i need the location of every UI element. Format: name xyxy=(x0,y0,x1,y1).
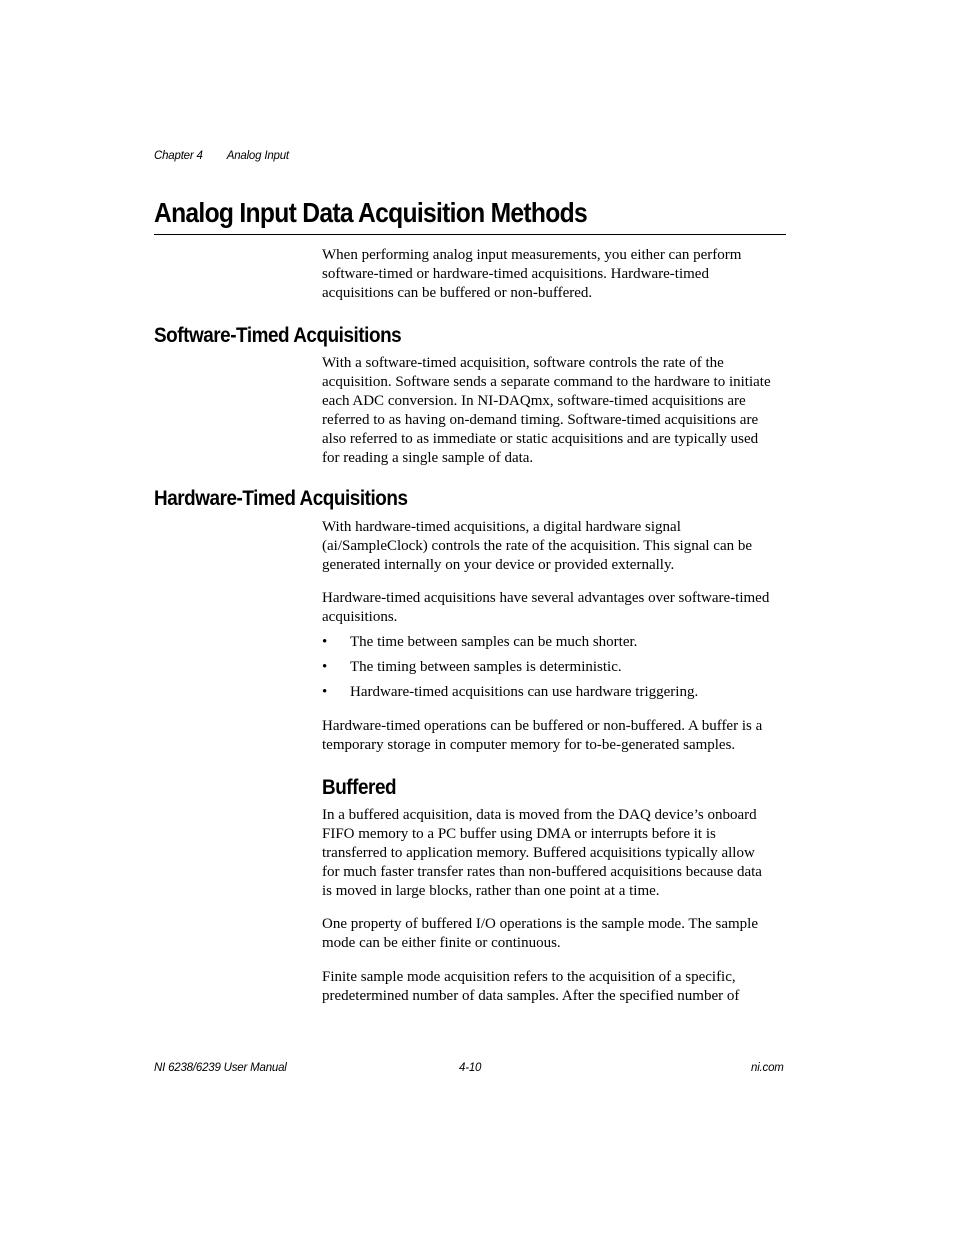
software-timed-paragraph xyxy=(322,354,788,468)
text-line: each ADC conversion. In NI-DAQmx, software-timed acquisitions are xyxy=(322,393,746,409)
text-line: acquisition. Software sends a separate command to the hardware to initiate xyxy=(322,374,771,390)
list-item xyxy=(322,683,788,702)
list-item xyxy=(322,658,788,677)
text-line: software-timed or hardware-timed acquisitions. Hardware-timed xyxy=(322,266,709,282)
text-line: also referred to as immediate or static acquisitions and are typically used xyxy=(322,431,759,447)
hardware-timed-heading: Hardware-Timed Acquisitions xyxy=(154,487,408,510)
page-title: Analog Input Data Acquisition Methods xyxy=(154,197,587,228)
bullet-icon: • xyxy=(322,659,328,675)
footer-site-link[interactable]: ni.com xyxy=(751,1062,784,1074)
text-line: for reading a single sample of data. xyxy=(322,450,534,466)
list-item-text: Hardware-timed acquisitions can use hardware triggering. xyxy=(350,684,699,700)
text-line: With a software-timed acquisition, software controls the rate of the xyxy=(322,355,724,371)
text-line: Hardware-timed operations can be buffered or non-buffered. A buffer is a xyxy=(322,718,763,734)
list-item-text: The time between samples can be much shorter. xyxy=(350,634,638,650)
text-line: transferred to application memory. Buffered acquisitions typically allow xyxy=(322,845,755,861)
bullet-icon: • xyxy=(322,634,328,650)
bullet-icon: • xyxy=(322,684,328,700)
text-line: is moved in large blocks, rather than one point at a time. xyxy=(322,883,660,899)
text-line: mode can be either finite or continuous. xyxy=(322,935,561,951)
text-line: Finite sample mode acquisition refers to the acquisition of a specific, xyxy=(322,969,736,985)
chapter-label: Chapter 4 xyxy=(154,150,203,162)
hardware-timed-paragraph-2 xyxy=(322,589,788,627)
list-item-text: The timing between samples is deterministic. xyxy=(350,659,622,675)
buffered-paragraph-1 xyxy=(322,806,788,901)
text-line: (ai/SampleClock) controls the rate of the acquisition. This signal can be xyxy=(322,538,753,554)
text-line: When performing analog input measurements, you either can perform xyxy=(322,247,742,263)
text-line: With hardware-timed acquisitions, a digital hardware signal xyxy=(322,519,681,535)
text-line: Hardware-timed acquisitions have several advantages over software-timed xyxy=(322,590,770,606)
text-line: FIFO memory to a PC buffer using DMA or interrupts before it is xyxy=(322,826,716,842)
running-head xyxy=(154,150,289,162)
buffered-paragraph-3 xyxy=(322,968,788,1006)
buffered-heading: Buffered xyxy=(322,776,397,799)
intro-paragraph xyxy=(322,246,788,303)
text-line: In a buffered acquisition, data is moved from the DAQ device’s onboard xyxy=(322,807,757,823)
text-line: acquisitions can be buffered or non-buffered. xyxy=(322,285,593,301)
footer-page-number: 4-10 xyxy=(459,1062,482,1074)
footer-manual-title: NI 6238/6239 User Manual xyxy=(154,1062,287,1074)
hardware-timed-paragraph-1 xyxy=(322,518,788,575)
text-line: temporary storage in computer memory for to-be-generated samples. xyxy=(322,737,736,753)
hardware-timed-paragraph-3 xyxy=(322,717,788,755)
text-line: predetermined number of data samples. After the specified number of xyxy=(322,988,740,1004)
text-line: acquisitions. xyxy=(322,609,398,625)
text-line: generated internally on your device or provided externally. xyxy=(322,557,675,573)
text-line: One property of buffered I/O operations is the sample mode. The sample xyxy=(322,916,758,932)
list-item xyxy=(322,633,788,652)
text-line: for much faster transfer rates than non-buffered acquisitions because data xyxy=(322,864,762,880)
software-timed-heading: Software-Timed Acquisitions xyxy=(154,324,402,347)
title-rule xyxy=(154,234,786,235)
buffered-paragraph-2 xyxy=(322,915,788,953)
section-label: Analog Input xyxy=(226,150,289,162)
text-line: referred to as having on-demand timing. Software-timed acquisitions are xyxy=(322,412,759,428)
